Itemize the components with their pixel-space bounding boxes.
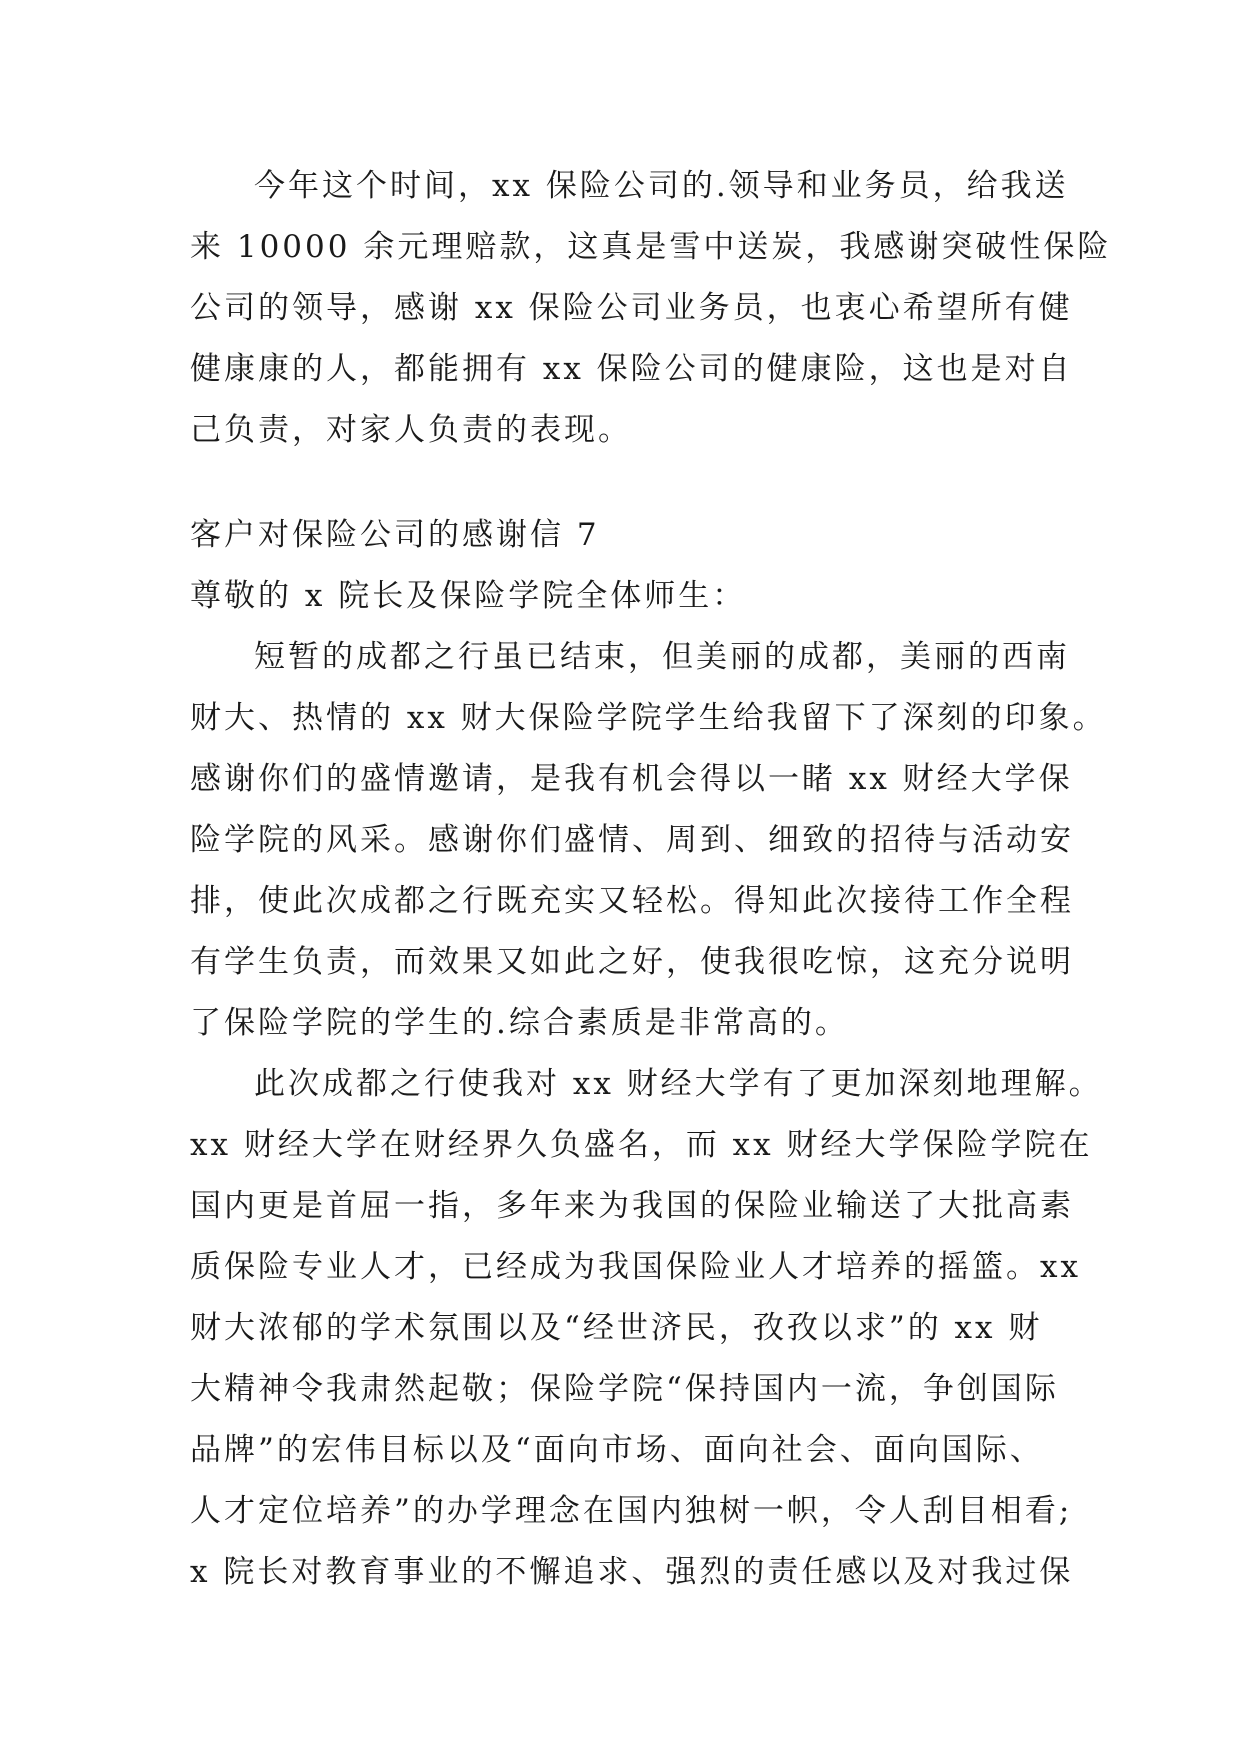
text-line: 国内更是首屈一指，多年来为我国的保险业输送了大批高素 [190, 1188, 1074, 1224]
text-line: 感谢你们的盛情邀请，是我有机会得以一睹 xx 财经大学保 [190, 761, 1073, 797]
letter-title: 客户对保险公司的感谢信 7 [190, 517, 600, 553]
text-line: 有学生负责，而效果又如此之好，使我很吃惊，这充分说明 [190, 944, 1074, 980]
letter-salutation: 尊敬的 x 院长及保险学院全体师生： [190, 578, 747, 614]
paragraph-chengdu-trip [190, 627, 1107, 1054]
text-line: 己负责，对家人负责的表现。 [190, 412, 632, 448]
paragraph-claim-thanks [190, 156, 1112, 461]
text-line: 今年这个时间，xx 保险公司的.领导和业务员，给我送 [254, 168, 1069, 204]
text-line: 财大浓郁的学术氛围以及“经世济民，孜孜以求”的 xx 财 [190, 1310, 1043, 1346]
text-line: 人才定位培养”的办学理念在国内独树一帜，令人刮目相看; [190, 1493, 1073, 1529]
text-line: 健康康的人，都能拥有 xx 保险公司的健康险，这也是对自 [190, 351, 1073, 387]
text-line: 质保险专业人才，已经成为我国保险业人才培养的摇篮。xx [190, 1249, 1081, 1285]
text-line: 排，使此次成都之行既充实又轻松。得知此次接待工作全程 [190, 883, 1074, 919]
text-line: 险学院的风采。感谢你们盛情、周到、细致的招待与活动安 [190, 822, 1074, 858]
text-line: 财大、热情的 xx 财大保险学院学生给我留下了深刻的印象。 [190, 700, 1107, 736]
text-line: 来 10000 余元理赔款，这真是雪中送炭，我感谢突破性保险 [190, 229, 1112, 265]
text-line: xx 财经大学在财经界久负盛名，而 xx 财经大学保险学院在 [190, 1127, 1093, 1163]
text-line: 短暂的成都之行虽已结束，但美丽的成都，美丽的西南 [254, 639, 1070, 675]
text-line: 公司的领导，感谢 xx 保险公司业务员，也衷心希望所有健 [190, 290, 1073, 326]
text-line: x 院长对教育事业的不懈追求、强烈的责任感以及对我过保 [190, 1554, 1074, 1590]
text-line: 大精神令我肃然起敬；保险学院“保持国内一流，争创国际 [190, 1371, 1059, 1407]
text-line: 此次成都之行使我对 xx 财经大学有了更加深刻地理解。 [254, 1066, 1103, 1102]
paragraph-university-praise [190, 1054, 1103, 1603]
text-line: 了保险学院的学生的.综合素质是非常高的。 [190, 1005, 849, 1041]
text-line: 品牌”的宏伟目标以及“面向市场、面向社会、面向国际、 [190, 1432, 1044, 1468]
